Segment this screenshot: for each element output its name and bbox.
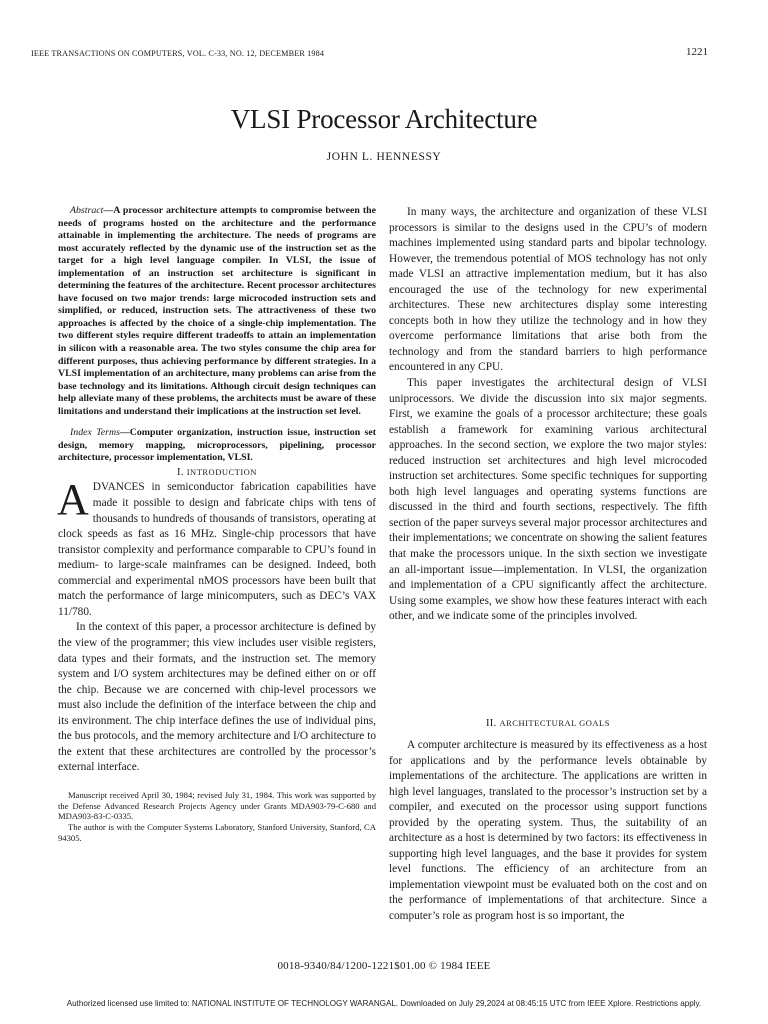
footnote [58,790,376,844]
author-name: JOHN L. HENNESSY [326,151,442,163]
abstract [58,205,376,418]
intro-paragraph-1 [57,475,376,620]
right-column [389,205,707,625]
section1-title: INTRODUCTION [186,466,257,477]
index-terms [58,427,376,465]
abstract-text: —A processor architecture attempts to compromise between the needs of programs hosted on the architecture and the performance attainable in implementing the architecture. The needs of programs are most accurately reflected by the dynamic use of the instruction set as the target for a high level language compiler. In VLSI, the issue of implementation of an instruction set architecture is significant in determining the features of the architecture. Recent processor architectures have focused on two major trends: large microcoded instruction sets and simplified, or reduced, instruction sets. The attractiveness of these two approaches is affected by the choice of a single-chip implementation. The two different styles require different tradeoffs to attain an implementation in silicon with a reasonable area. The two styles consume the chip area for different purposes, thus achieving performance by different strategies. In a VLSI implementation of an architecture, many problems can arise from the base technology and its limitations. Although circuit design techniques can help alleviate many of these problems, the architects must be aware of these limitations and understand their implications at the instruction set level. [58,205,376,417]
page-number: 1221 [686,46,708,58]
left-column [58,205,376,844]
footnote-affiliation: The author is with the Computer Systems Laboratory, Stanford University, Stanford, CA 94305. [58,822,376,844]
section2-title: ARCHITECTURAL GOALS [499,718,610,728]
right-paragraph-2: This paper investigates the architectural design of VLSI uniprocessors. We divide the discussion into six major segments. First, we examine the goals of a processor architecture; these goals establish a framework for examining various architectural approaches. In the second section, we explore the two major styles: reduced instruction set architectures and high level microcoded instruction set architectures. Some specific techniques for supporting both high level languages and operating systems functions are discussed in the third and fourth sections, respectively. The fifth section of the paper surveys several major processor architectures and their implementations; we concentrate on showing the salient features that make the processors unique. In the sixth section we investigate an all-important issue—implementation. In VLSI, the organization and implementation of a CPU significantly affect the architecture. Using some examples, we show how these features interact with each other, and we indicate some of the principles involved. [389,377,707,623]
copyright-footer: 0018-9340/84/1200-1221$01.00 © 1984 IEEE [277,960,491,972]
section2-heading-block [389,716,707,732]
section1-numeral: I. [177,466,184,478]
right-paragraph-1: In many ways, the architecture and organization of these VLSI processors is similar to the designs used in the CPU’s of modern machines implemented using standard parts and bipolar technology. However, the tremendous potential of MOS technology has not only made VLSI an attractive implementation medium, but it has also encouraged the use of the technology for new experimental architectures. These new architectures display some interesting concepts both in how they utilize the technology and in how they overcome performance limitations that arise both from the technology and from the standard barriers to high performance encountered in any CPU. [389,206,707,374]
footnote-received: Manuscript received April 30, 1984; revised July 31, 1984. This work was supported by the Defense Advanced Research Projects Agency under Grants MDA903-79-C-680 and MDA903-83-C-0335. [58,789,376,822]
abstract-lead: Abstract [70,205,104,216]
index-terms-lead: Index Terms [70,427,120,439]
intro-paragraph-1-text: DVANCES in semiconductor fabrication capabilities have made it possible to design and fabricate chips with tens of thousands to hundreds of thousands of transistors, operating at clock speeds as fast as 16 MHz. Single-chip processors that have transistor complexity and performance comparable to CPU’s found in medium- to large-scale mainframes can be designed. Indeed, both commercial and experimental nMOS processors have been built that match the performance of large minicomputers, such as DEC’s VAX 11/780. [58,481,376,618]
intro-paragraph-2: In the context of this paper, a processor architecture is defined by the view of the programmer; this view includes user visible registers, data types and their formats, and the instruction set. The memory system and I/O system architectures may be defined either on or off the chip. Because we are concerned with chip-level processors we must also include the definition of the interface between the chip and its environment. The chip interface defines the use of individual pins, the bus protocols, and the memory architecture and I/O architecture to the extent that these architectures are controlled by the processor’s external interface. [58,621,376,774]
index-terms-text: —Computer organization, instruction issue, instruction set design, memory mapping, microprocessors, pipelining, processor architecture, processor implementation, VLSI. [58,427,377,464]
paper-title: VLSI Processor Architecture [230,104,538,135]
section2-numeral: II. [486,718,497,729]
section-heading-architectural-goals [389,716,707,732]
license-notice: Authorized licensed use limited to: NATIONAL INSTITUTE OF TECHNOLOGY WARANGAL. Downloaded on July 29,2024 at 08:45:15 UTC from IEEE Xplore. Restrictions apply. [66,999,702,1008]
journal-header: IEEE TRANSACTIONS ON COMPUTERS, VOL. C-33, NO. 12, DECEMBER 1984 [31,49,325,58]
section-heading-introduction [58,465,376,481]
section2-paragraph-1: A computer architecture is measured by its effectiveness as a host for applications and by the performance levels obtainable by implementations of the architecture. The applications are written in high level languages, translated to the processor’s instruction set by a compiler, and executed on the processor using support functions provided by the operating system. Thus, the suitability of an architecture as a host is determined by two factors: its effectiveness in supporting high level languages, and the base it provides for system level functions. The efficiency of an architecture from an implementation viewpoint must be evaluated both on the cost and on the performance of implementations of that architecture. Since a computer’s role as program host is so important, the [389,739,707,923]
drop-cap: A [57,475,89,525]
section2-body [389,738,707,925]
